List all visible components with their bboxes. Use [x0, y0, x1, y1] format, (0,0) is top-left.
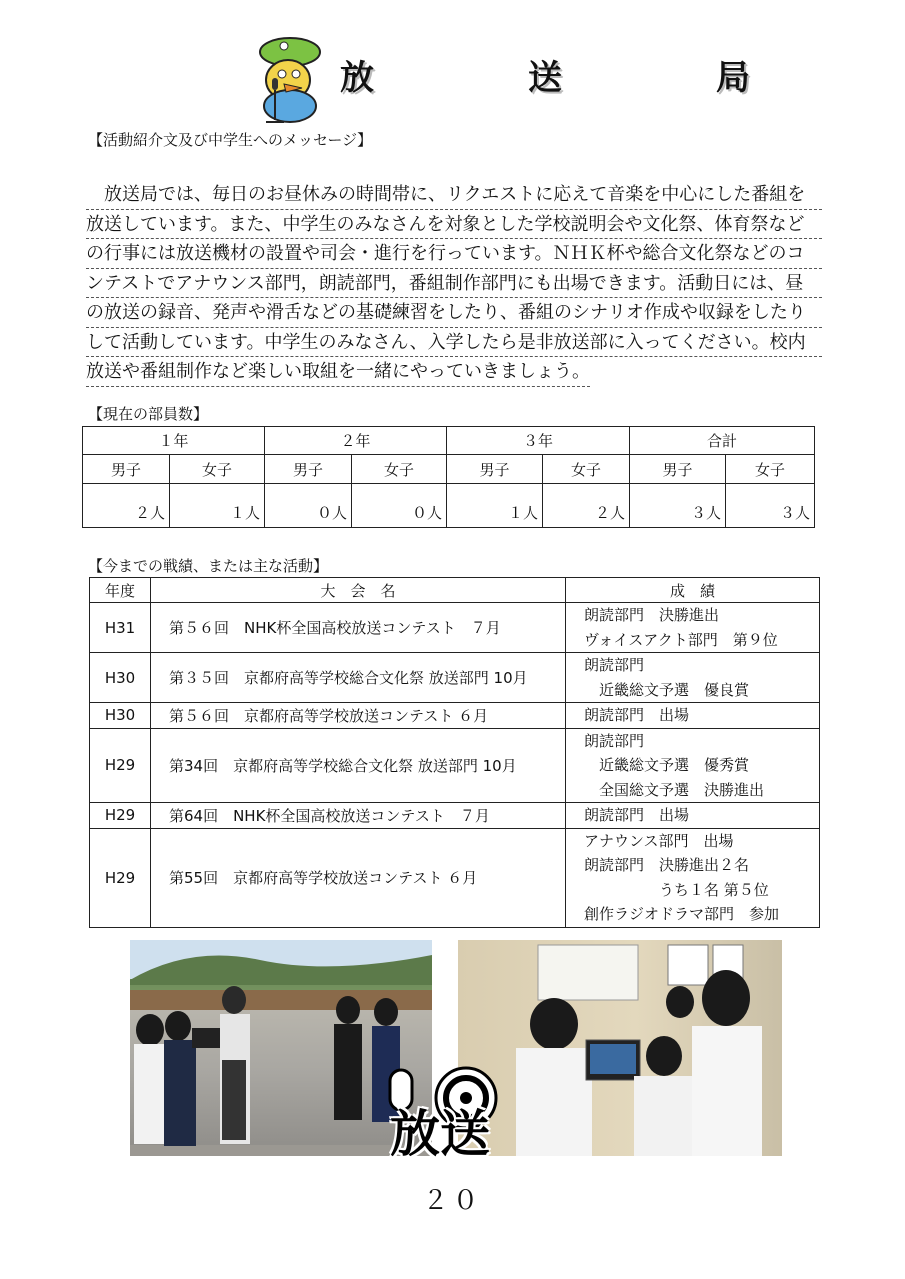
members-sub-header: 女子: [543, 455, 630, 484]
members-group-header: ３年: [447, 427, 630, 455]
intro-line: の行事には放送機材の設置や司会・進行を行っています。ＮＨＫ杯や総合文化祭などのコ: [86, 239, 822, 269]
record-year: H31: [90, 603, 151, 653]
record-event: 第５６回 NHK杯全国高校放送コンテスト ７月: [151, 603, 566, 653]
intro-line: 放送や番組制作など楽しい取組を一緒にやっていきましょう。: [86, 357, 590, 387]
record-event: 第５６回 京都府高等学校放送コンテスト ６月: [151, 703, 566, 729]
intro-text: [86, 180, 822, 387]
record-year: H30: [90, 653, 151, 703]
members-group-header: １年: [83, 427, 265, 455]
page-number: ２０: [422, 1186, 483, 1216]
records-header: 大 会 名: [151, 578, 566, 603]
members-table: [82, 426, 815, 528]
members-count: １人: [170, 484, 265, 528]
members-count: １人: [447, 484, 543, 528]
broadcast-logo: [386, 1060, 516, 1163]
members-group-header: 合計: [630, 427, 815, 455]
table-row: [90, 728, 820, 803]
record-result: 朗読部門 近畿総文予選 優良賞: [566, 653, 820, 703]
members-count: ０人: [265, 484, 352, 528]
record-result: 朗読部門 出場: [566, 803, 820, 829]
intro-line: 放送局では、毎日のお昼休みの時間帯に、リクエストに応えて音楽を中心にした番組を: [86, 180, 822, 210]
table-row: [90, 703, 820, 729]
members-count: ０人: [352, 484, 447, 528]
record-result: 朗読部門 近畿総文予選 優秀賞 全国総文予選 決勝進出: [566, 728, 820, 803]
records-heading: 【今までの戦績、または主な活動】: [88, 557, 329, 575]
members-sub-header: 女子: [726, 455, 815, 484]
table-row: [90, 603, 820, 653]
broadcast-logo-text: 放送: [390, 1104, 490, 1163]
members-count: ２人: [543, 484, 630, 528]
members-group-header: ２年: [265, 427, 447, 455]
members-sub-header: 女子: [352, 455, 447, 484]
members-count: ３人: [630, 484, 726, 528]
record-result: アナウンス部門 出場 朗読部門 決勝進出２名 うち１名 第５位 創作ラジオドラマ部門 参加: [566, 828, 820, 927]
record-year: H29: [90, 828, 151, 927]
record-result: 朗読部門 決勝進出 ヴォイスアクト部門 第９位: [566, 603, 820, 653]
table-row: [90, 653, 820, 703]
records-header: 年度: [90, 578, 151, 603]
record-year: H29: [90, 803, 151, 829]
intro-heading: 【活動紹介文及び中学生へのメッセージ】: [88, 131, 373, 149]
members-sub-header: 男子: [447, 455, 543, 484]
table-row: [90, 828, 820, 927]
record-event: 第３５回 京都府高等学校総合文化祭 放送部門 10月: [151, 653, 566, 703]
members-count: ３人: [726, 484, 815, 528]
record-event: 第64回 NHK杯全国高校放送コンテスト ７月: [151, 803, 566, 829]
intro-line: 放送しています。また、中学生のみなさんを対象とした学校説明会や文化祭、体育祭など: [86, 210, 822, 240]
record-year: H30: [90, 703, 151, 729]
intro-line: ンテストでアナウンス部門，朗読部門，番組制作部門にも出場できます。活動日には、昼: [86, 269, 822, 299]
members-sub-header: 女子: [170, 455, 265, 484]
record-event: 第34回 京都府高等学校総合文化祭 放送部門 10月: [151, 728, 566, 803]
record-year: H29: [90, 728, 151, 803]
mascot-bird-icon: [244, 32, 328, 124]
record-event: 第55回 京都府高等学校放送コンテスト ６月: [151, 828, 566, 927]
intro-line: して活動しています。中学生のみなさん、入学したら是非放送部に入ってください。校内: [86, 328, 822, 358]
members-count: ２人: [83, 484, 170, 528]
intro-line: の放送の録音、発声や滑舌などの基礎練習をしたり、番組のシナリオ作成や収録をしたり: [86, 298, 822, 328]
records-table: [89, 577, 820, 928]
members-sub-header: 男子: [83, 455, 170, 484]
members-sub-header: 男子: [630, 455, 726, 484]
table-row: [90, 803, 820, 829]
page-title: 放 送 局: [340, 58, 810, 98]
members-sub-header: 男子: [265, 455, 352, 484]
record-result: 朗読部門 出場: [566, 703, 820, 729]
records-header: 成 績: [566, 578, 820, 603]
members-heading: 【現在の部員数】: [88, 405, 209, 423]
